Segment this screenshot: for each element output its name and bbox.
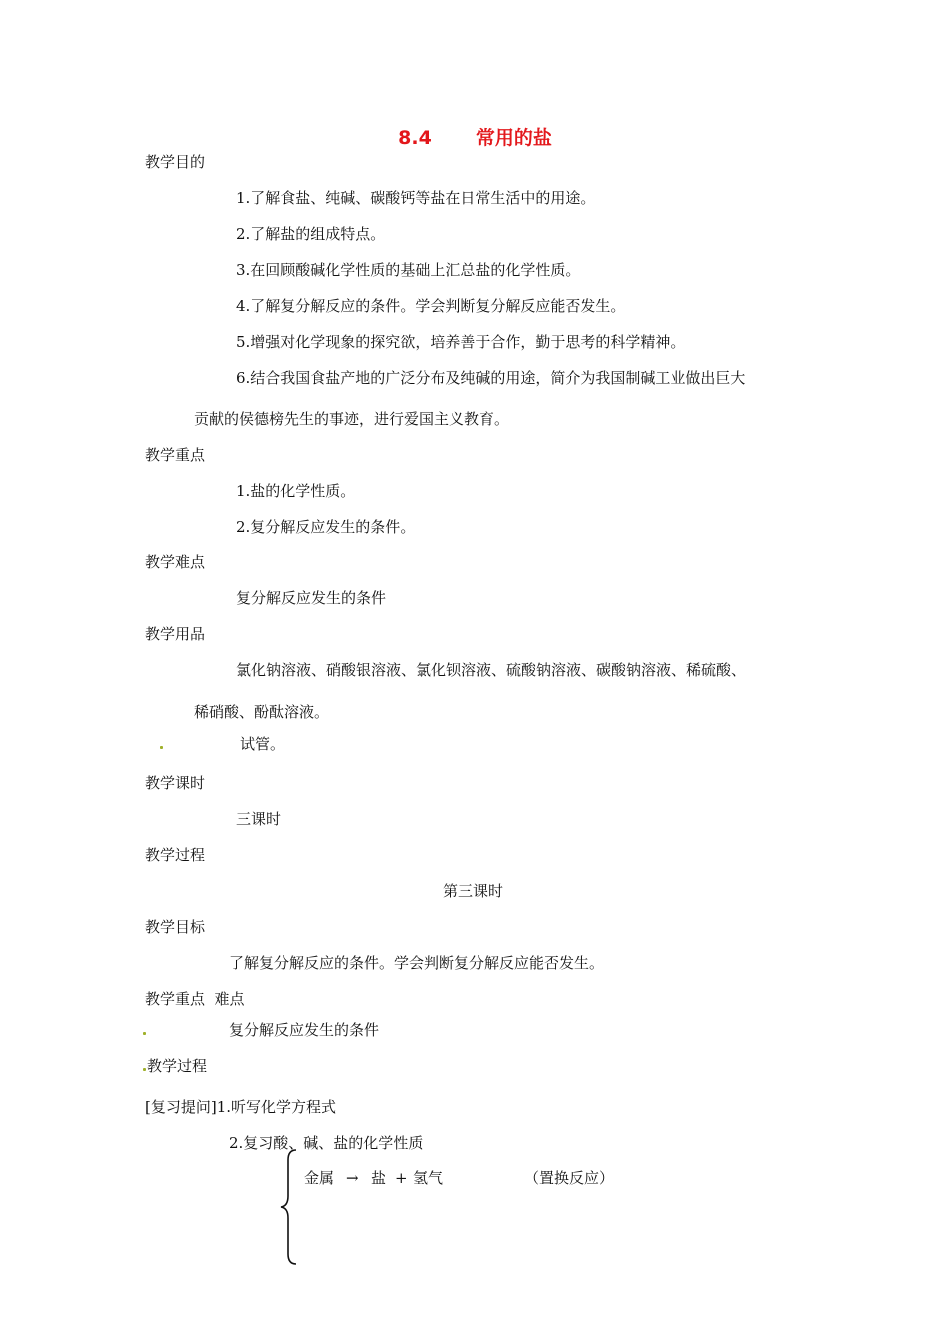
lesson-3-title: 第三课时 [443, 882, 504, 900]
document-title [0, 126, 950, 150]
materials-line-1: 氯化钠溶液、硝酸银溶液、氯化钡溶液、硫酸钠溶液、碳酸钠溶液、稀硫酸、 [236, 661, 747, 679]
hours-heading: 教学课时 [145, 774, 206, 792]
goal-item-3: 3.在回顾酸碱化学性质的基础上汇总盐的化学性质。 [236, 261, 581, 279]
key-point-2: 2.复分解反应发生的条件。 [236, 518, 416, 536]
lesson-3-process-heading: 教学过程 [147, 1057, 208, 1075]
process-heading: 教学过程 [145, 846, 206, 864]
review-question-line-2: 2.复习酸、碱、盐的化学性质 [229, 1134, 424, 1152]
reaction-product-1: 盐 [371, 1169, 387, 1187]
lesson-3-key-heading: 教学重点 难点 [145, 990, 245, 1008]
reaction-type: （置换反应） [524, 1169, 615, 1187]
goal-item-6: 6.结合我国食盐产地的广泛分布及纯碱的用途，简介为我国制碱工业做出巨大 [236, 369, 746, 387]
hours-text: 三课时 [236, 810, 282, 828]
section-number: 8.4 [398, 127, 432, 149]
goal-item-2: 2.了解盐的组成特点。 [236, 225, 386, 243]
speck-mark [143, 1032, 146, 1035]
goal-item-5: 5.增强对化学现象的探究欲，培养善于合作，勤于思考的科学精神。 [236, 333, 686, 351]
reaction-arrow-icon: → [346, 1169, 359, 1187]
reaction-reactant: 金属 [304, 1169, 335, 1187]
goal-item-6-continued: 贡献的侯德榜先生的事迹，进行爱国主义教育。 [194, 410, 510, 428]
materials-line-3: 试管。 [240, 735, 286, 753]
review-question-line-1: [复习提问]1.听写化学方程式 [145, 1098, 337, 1116]
difficulties-heading: 教学难点 [145, 553, 206, 571]
materials-heading: 教学用品 [145, 625, 206, 643]
speck-mark [160, 746, 163, 749]
section-title: 常用的盐 [475, 127, 552, 149]
key-points-heading: 教学重点 [145, 446, 206, 464]
difficulties-text: 复分解反应发生的条件 [236, 589, 387, 607]
goals-heading: 教学目的 [145, 153, 206, 171]
lesson-3-goal-heading: 教学目标 [145, 918, 206, 936]
curly-brace-icon [278, 1148, 300, 1266]
goal-item-4: 4.了解复分解反应的条件。学会判断复分解反应能否发生。 [236, 297, 626, 315]
speck-mark [143, 1068, 146, 1071]
reaction-product-2: 氢气 [413, 1169, 444, 1187]
reaction-plus: + [395, 1169, 408, 1187]
lesson-3-goal-text: 了解复分解反应的条件。学会判断复分解反应能否发生。 [229, 954, 605, 972]
key-point-1: 1.盐的化学性质。 [236, 482, 356, 500]
lesson-3-key-text: 复分解反应发生的条件 [229, 1021, 380, 1039]
materials-line-2: 稀硝酸、酚酞溶液。 [194, 703, 330, 721]
goal-item-1: 1.了解食盐、纯碱、碳酸钙等盐在日常生活中的用途。 [236, 189, 596, 207]
